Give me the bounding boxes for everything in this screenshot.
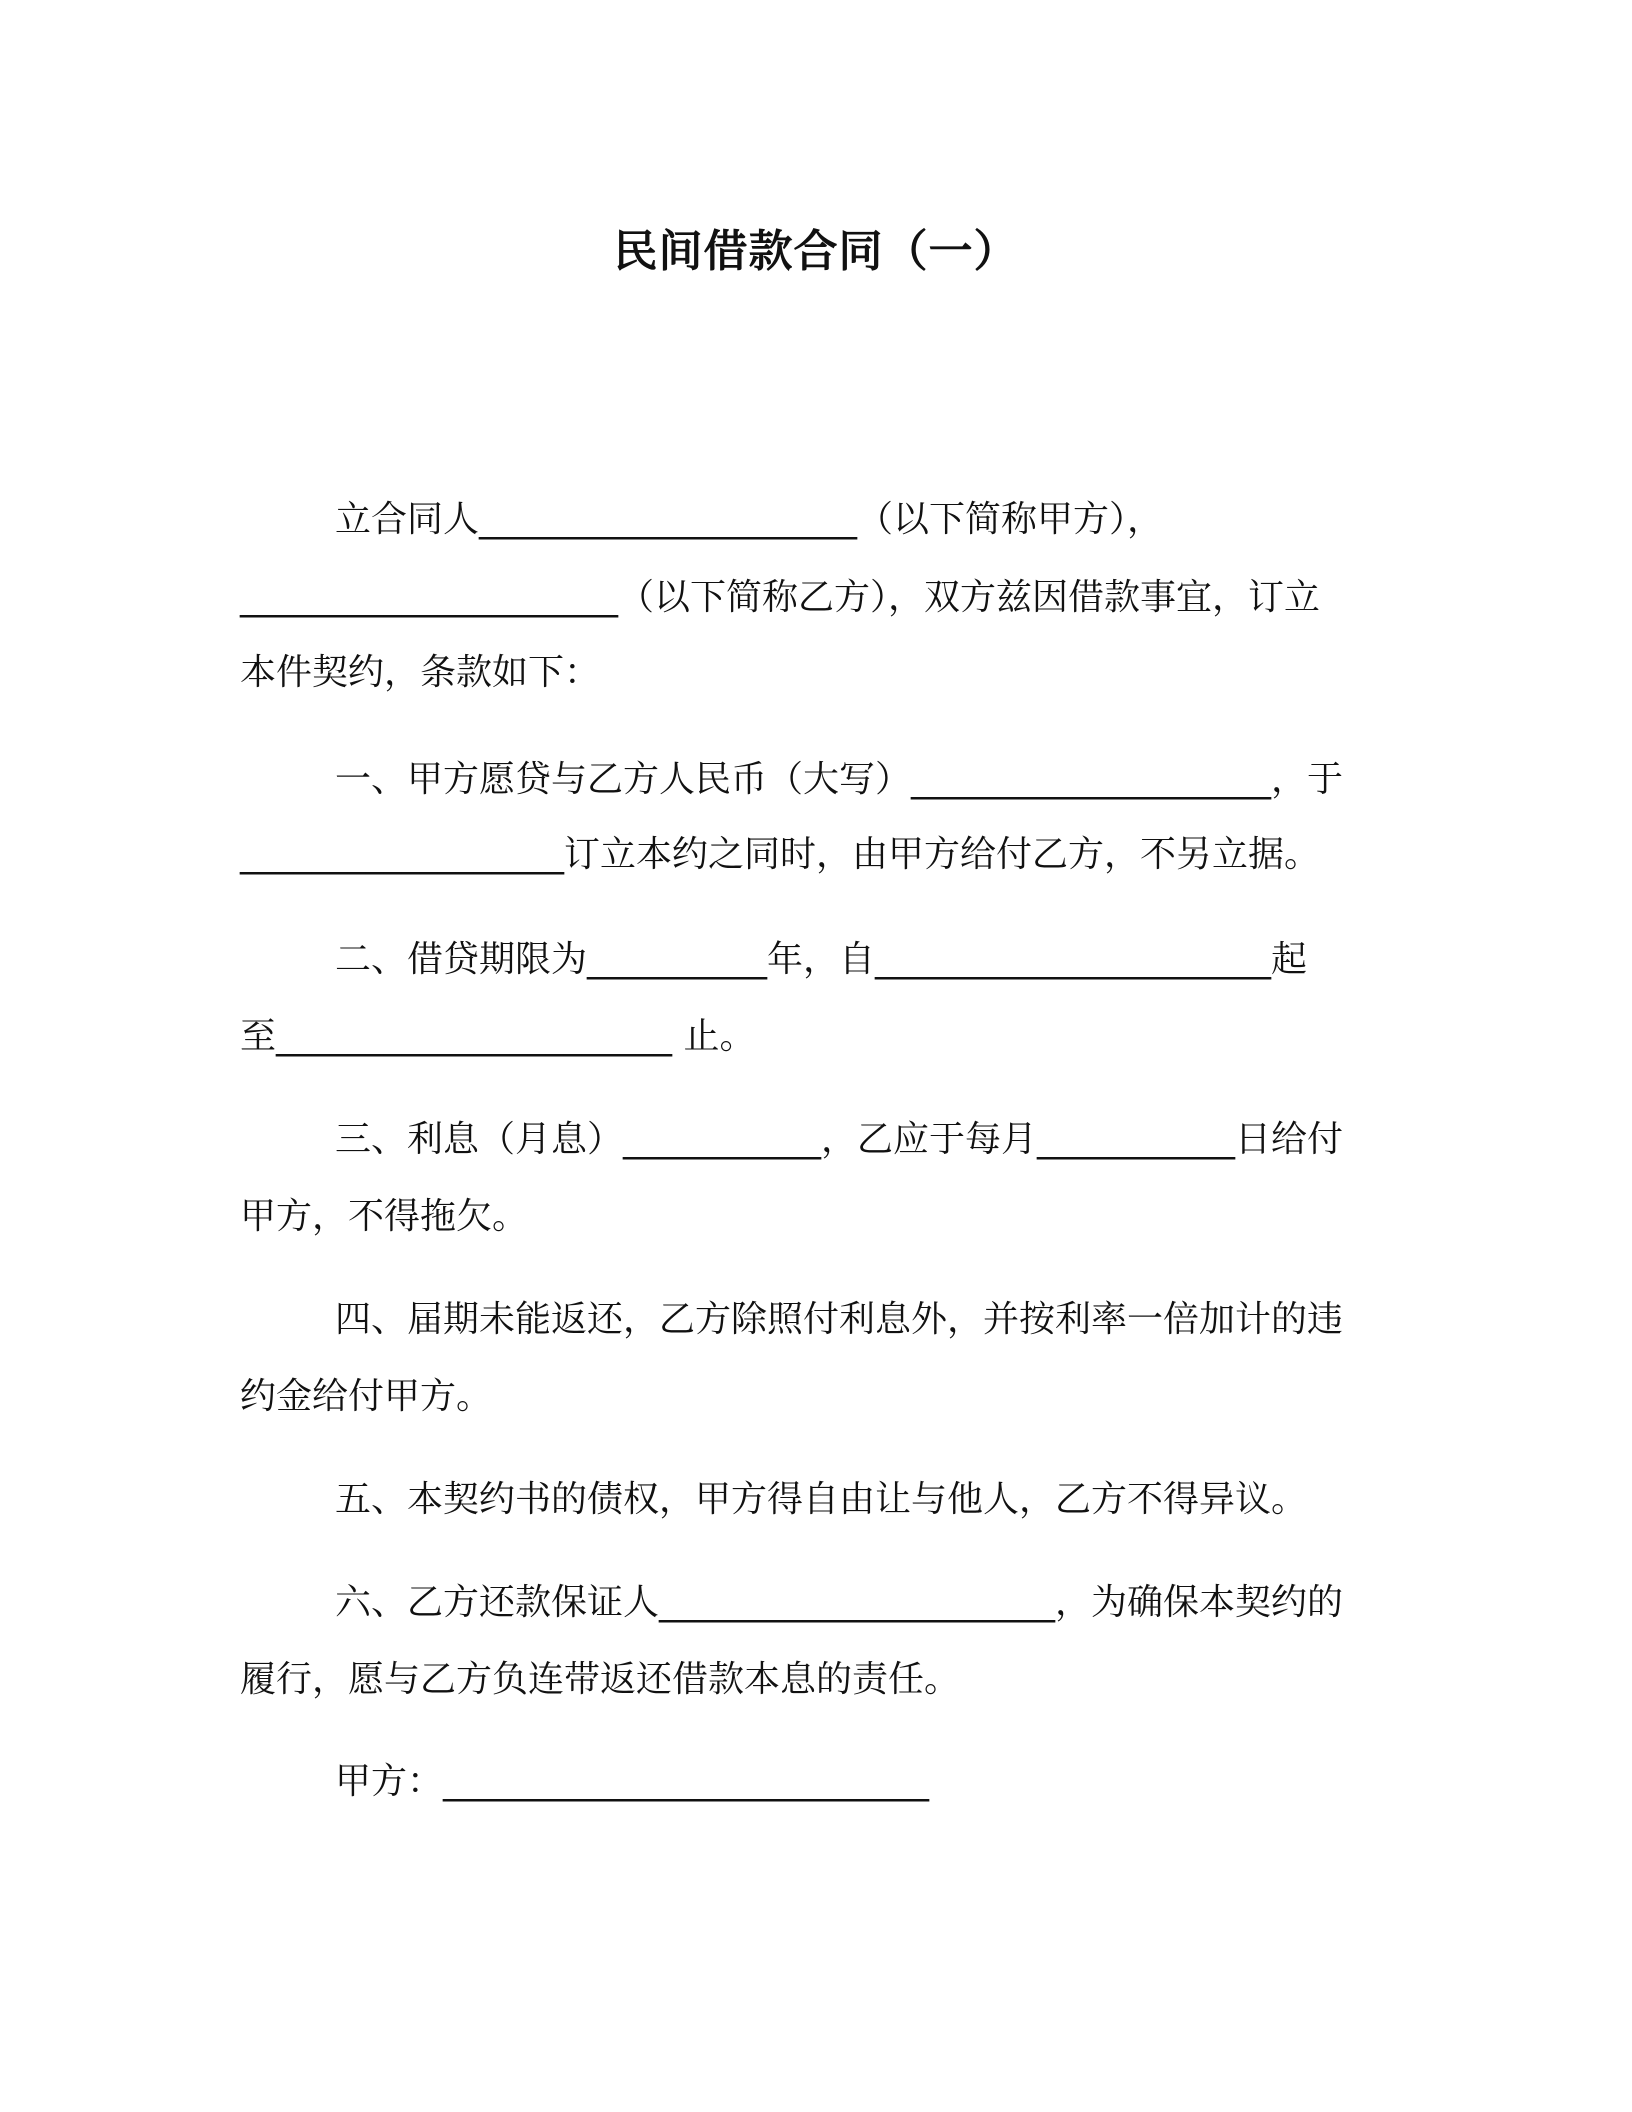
party-a-signature-line: 甲方：___________________________ <box>335 1761 930 1802</box>
clause-5-line-1: 五、本契约书的债权，甲方得自由让与他人，乙方不得异议。 <box>335 1479 1308 1520</box>
clause-4-line-2: 约金给付甲方。 <box>240 1376 493 1417</box>
clause-4-line-1: 四、届期未能返还，乙方除照付利息外，并按利率一倍加计的违 <box>335 1299 1344 1340</box>
preamble-line-1: 立合同人_____________________（以下简称甲方）， <box>335 499 1164 540</box>
document-title: 民间借款合同（一） <box>613 226 1019 277</box>
clause-2-line-1: 二、借贷期限为__________年，自______________________起 <box>335 939 1308 980</box>
clause-2-line-2: 至______________________ 止。 <box>240 1016 756 1057</box>
clause-3-line-1: 三、利息（月息）___________，乙应于每月___________日给付 <box>335 1119 1344 1160</box>
clause-3-line-2: 甲方，不得拖欠。 <box>240 1196 529 1237</box>
clause-1-line-1: 一、甲方愿贷与乙方人民币（大写）____________________，于 <box>335 759 1344 800</box>
clause-6-line-1: 六、乙方还款保证人______________________，为确保本契约的 <box>335 1582 1344 1623</box>
clause-1-line-2: __________________订立本约之同时，由甲方给付乙方，不另立据。 <box>240 834 1321 875</box>
preamble-line-2: _____________________（以下简称乙方），双方兹因借款事宜，订立 <box>240 577 1321 618</box>
preamble-line-3: 本件契约，条款如下： <box>240 652 601 693</box>
clause-6-line-2: 履行，愿与乙方负连带返还借款本息的责任。 <box>240 1659 961 1700</box>
